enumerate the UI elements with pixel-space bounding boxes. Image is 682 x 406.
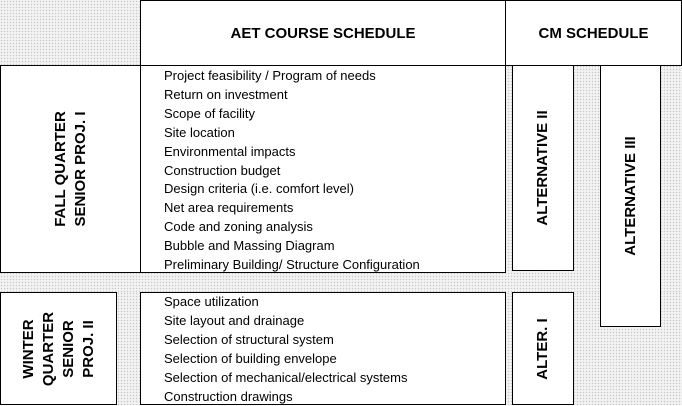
- list-item: Return on investment: [164, 86, 288, 102]
- list-item: Code and zoning analysis: [164, 219, 313, 235]
- alternative-iii-label: ALTERNATIVE III: [621, 136, 639, 256]
- winter-topic-list: [164, 293, 505, 406]
- list-item: Design criteria (i.e. comfort level): [164, 181, 354, 197]
- list-item: Construction drawings: [164, 388, 293, 404]
- list-item: Space utilization: [164, 294, 259, 309]
- list-item: Site layout and drainage: [164, 312, 305, 328]
- list-item: Net area requirements: [164, 200, 294, 216]
- list-item: Site location: [164, 124, 235, 140]
- aet-schedule-title: AET COURSE SCHEDULE: [230, 24, 416, 42]
- fall-aet-topics-cell: [140, 65, 506, 273]
- list-item: Project feasibility / Program of needs: [164, 68, 376, 83]
- list-item: Bubble and Massing Diagram: [164, 238, 335, 254]
- list-item: Selection of mechanical/electrical systems: [164, 369, 408, 385]
- alternative-iii-bar: [600, 65, 661, 327]
- list-item: Preliminary Building/ Structure Configuration: [164, 257, 420, 273]
- alternative-ii-label: ALTERNATIVE II: [534, 110, 551, 226]
- header-corner-cell: [0, 0, 141, 66]
- alternative-i-bar: [512, 292, 574, 405]
- winter-quarter-label-cell: [0, 292, 117, 405]
- cm-schedule-header: [505, 0, 682, 66]
- list-item: Selection of building envelope: [164, 350, 337, 366]
- list-item: Scope of facility: [164, 105, 256, 121]
- alternative-i-label: ALTER. I: [534, 317, 551, 380]
- winter-quarter-label: WINTER QUARTER SENIOR PROJ. II: [19, 311, 97, 386]
- list-item: Selection of structural system: [164, 331, 334, 347]
- cm-schedule-title: CM SCHEDULE: [538, 24, 649, 42]
- fall-quarter-label: FALL QUARTER SENIOR PROJ. I: [51, 111, 89, 227]
- winter-aet-topics-cell: [140, 292, 506, 405]
- list-item: Construction budget: [164, 162, 281, 178]
- alternative-ii-bar: [512, 65, 574, 271]
- fall-topic-list: [164, 67, 505, 275]
- fall-quarter-label-cell: [0, 65, 141, 273]
- list-item: Environmental impacts: [164, 143, 296, 159]
- aet-schedule-header: [140, 0, 506, 66]
